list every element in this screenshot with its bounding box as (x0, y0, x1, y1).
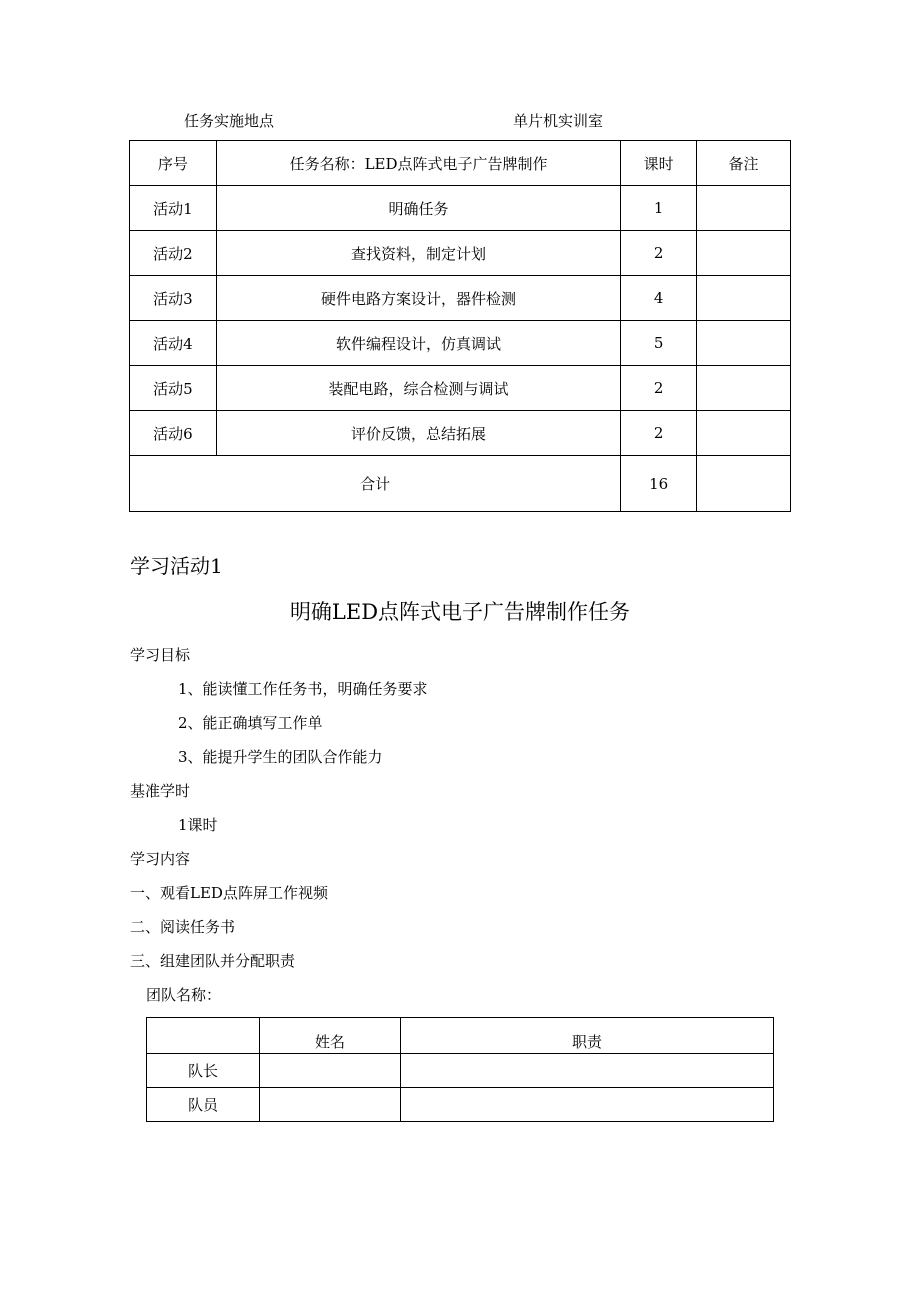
header-note: 备注 (697, 141, 791, 186)
content-label: 学习内容 (130, 850, 191, 868)
table-row (130, 321, 791, 366)
row-name: 查找资料，制定计划 (216, 231, 620, 276)
table-row (130, 411, 791, 456)
team-name-cell[interactable] (260, 1088, 401, 1122)
row-note (697, 411, 791, 456)
team-header-role (147, 1018, 260, 1054)
hours-value: 1课时 (178, 816, 218, 834)
team-name-cell[interactable] (260, 1054, 401, 1088)
location-label: 任务实施地点 (184, 112, 275, 130)
row-no: 活动5 (130, 366, 217, 411)
row-no: 活动6 (130, 411, 217, 456)
hours-label: 基准学时 (130, 782, 191, 800)
team-name-label: 团队名称： (146, 986, 222, 1004)
row-no: 活动1 (130, 186, 217, 231)
content-item: 三、组建团队并分配职责 (130, 952, 296, 970)
team-role: 队长 (147, 1054, 260, 1088)
team-table (146, 1017, 774, 1122)
row-note (697, 231, 791, 276)
row-hours: 2 (621, 231, 697, 276)
schedule-header-row (130, 141, 791, 186)
row-hours: 2 (621, 366, 697, 411)
goal-item: 2、能正确填写工作单 (178, 714, 323, 732)
row-note (697, 276, 791, 321)
table-row (130, 231, 791, 276)
goal-item: 3、能提升学生的团队合作能力 (178, 748, 383, 766)
total-label: 合计 (130, 456, 621, 512)
location-value: 单片机实训室 (513, 112, 604, 130)
total-hours: 16 (621, 456, 697, 512)
total-row (130, 456, 791, 512)
team-duty-cell[interactable] (401, 1054, 774, 1088)
row-name: 软件编程设计，仿真调试 (216, 321, 620, 366)
table-row (130, 366, 791, 411)
header-hours: 课时 (621, 141, 697, 186)
row-hours: 5 (621, 321, 697, 366)
team-header-row (147, 1018, 774, 1054)
activity-heading: 学习活动1 (130, 554, 223, 578)
row-name: 明确任务 (216, 186, 620, 231)
row-hours: 1 (621, 186, 697, 231)
activity-title: 明确LED点阵式电子广告牌制作任务 (289, 600, 631, 624)
row-no: 活动2 (130, 231, 217, 276)
schedule-table (129, 140, 791, 512)
table-row (147, 1054, 774, 1088)
row-name: 评价反馈，总结拓展 (216, 411, 620, 456)
team-header-duty: 职责 (401, 1018, 774, 1054)
header-task-name: 任务名称：LED点阵式电子广告牌制作 (216, 141, 620, 186)
row-hours: 2 (621, 411, 697, 456)
table-row (147, 1088, 774, 1122)
goals-label: 学习目标 (130, 646, 191, 664)
row-no: 活动3 (130, 276, 217, 321)
team-role: 队员 (147, 1088, 260, 1122)
row-name: 装配电路，综合检测与调试 (216, 366, 620, 411)
row-note (697, 366, 791, 411)
row-hours: 4 (621, 276, 697, 321)
row-note (697, 321, 791, 366)
team-duty-cell[interactable] (401, 1088, 774, 1122)
row-name: 硬件电路方案设计，器件检测 (216, 276, 620, 321)
goal-item: 1、能读懂工作任务书，明确任务要求 (178, 680, 428, 698)
header-no: 序号 (130, 141, 217, 186)
table-row (130, 186, 791, 231)
content-item: 一、观看LED点阵屏工作视频 (130, 884, 328, 902)
table-row (130, 276, 791, 321)
total-note (697, 456, 791, 512)
row-no: 活动4 (130, 321, 217, 366)
content-item: 二、阅读任务书 (130, 918, 236, 936)
team-header-name: 姓名 (260, 1018, 401, 1054)
row-note (697, 186, 791, 231)
